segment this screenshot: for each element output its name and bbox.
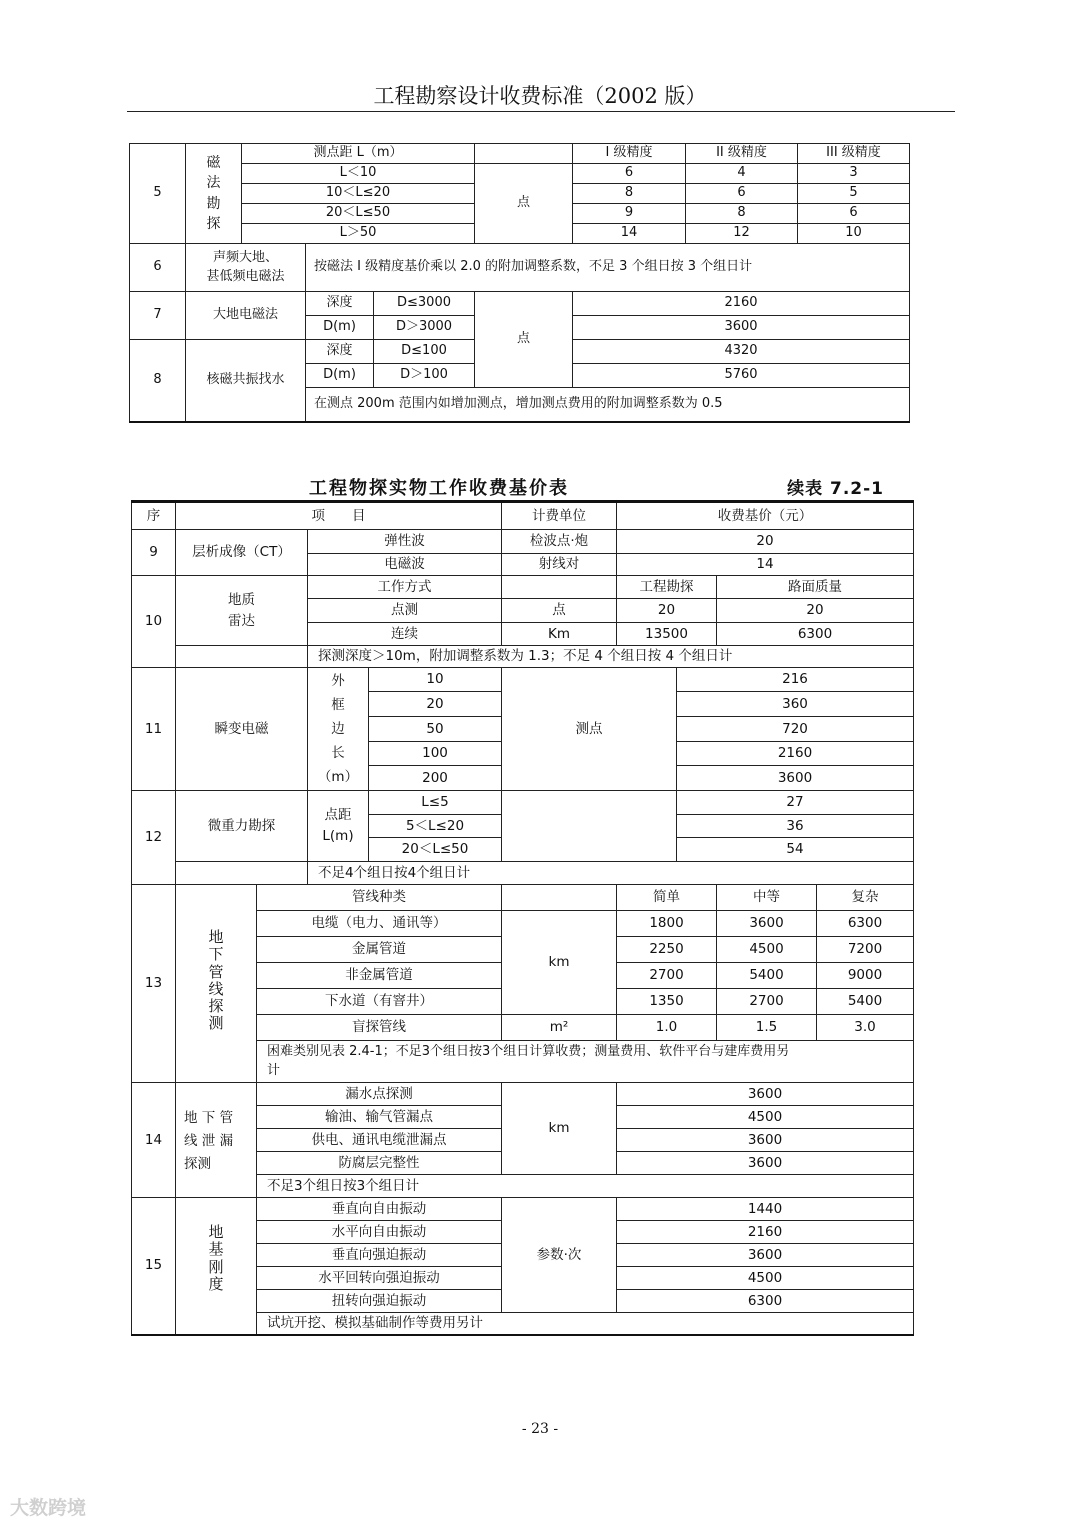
row5-v1: 14 bbox=[573, 224, 686, 244]
row13-sub: 金属管道 bbox=[257, 937, 502, 963]
row12-price: 36 bbox=[677, 815, 914, 838]
row11-len: 50 bbox=[369, 717, 502, 742]
row12-range: 5＜L≤20 bbox=[369, 815, 502, 838]
row11-len: 100 bbox=[369, 742, 502, 766]
row12-range: 20＜L≤50 bbox=[369, 838, 502, 862]
row10-no: 10 bbox=[132, 576, 176, 668]
row7-v1: 2160 bbox=[573, 292, 910, 316]
row12-no: 12 bbox=[132, 791, 176, 885]
row13-sub: 电缆（电力、通讯等） bbox=[257, 911, 502, 937]
row15-price: 3600 bbox=[617, 1244, 914, 1267]
row12-label-line1: 点距 bbox=[324, 807, 352, 824]
row7-no: 7 bbox=[130, 292, 186, 340]
row11-price: 720 bbox=[677, 717, 914, 742]
row8-v1: 4320 bbox=[573, 340, 910, 364]
row14-sub: 防腐层完整性 bbox=[257, 1152, 502, 1175]
grade1-header: I 级精度 bbox=[573, 144, 686, 164]
row11-unit: 测点 bbox=[502, 668, 677, 791]
row12-unit-blank bbox=[502, 791, 677, 862]
row5-v1: 8 bbox=[573, 184, 686, 204]
row14-name-line1: 地 下 管 bbox=[184, 1110, 234, 1126]
row13-sub: 非金属管道 bbox=[257, 963, 502, 989]
row8-no: 8 bbox=[130, 340, 186, 422]
row14-price: 3600 bbox=[617, 1129, 914, 1152]
row13-sub: 下水道（有窨井） bbox=[257, 989, 502, 1015]
row13-v3: 5400 bbox=[817, 989, 914, 1015]
row11-label-ch: 外 bbox=[331, 673, 345, 689]
row12-price: 54 bbox=[677, 838, 914, 862]
row9-no: 9 bbox=[132, 530, 176, 576]
row10-v2: 6300 bbox=[717, 623, 914, 646]
row12-name: 微重力勘探 bbox=[176, 791, 308, 862]
row7-method: 大地电磁法 bbox=[186, 292, 306, 340]
fee-table-part2 bbox=[131, 500, 914, 1336]
row10-c2-header: 路面质量 bbox=[717, 576, 914, 599]
row7-v2: 3600 bbox=[573, 316, 910, 340]
row12-note-spacer bbox=[176, 862, 308, 885]
row10-unit: Km bbox=[502, 623, 617, 646]
row6-note: 按磁法 I 级精度基价乘以 2.0 的附加调整系数，不足 3 个组日按 3 个组日计 bbox=[306, 244, 910, 292]
row5-v1: 6 bbox=[573, 164, 686, 184]
row15-sub: 水平向自由振动 bbox=[257, 1221, 502, 1244]
row13-v2: 5400 bbox=[717, 963, 817, 989]
grade3-header: III 级精度 bbox=[798, 144, 910, 164]
row5-v3: 5 bbox=[798, 184, 910, 204]
row13-unit: km bbox=[502, 911, 617, 1015]
row11-len: 200 bbox=[369, 766, 502, 791]
row13-sub: 盲探管线 bbox=[257, 1015, 502, 1041]
row13-name bbox=[176, 885, 257, 1083]
row13-v2: 3600 bbox=[717, 911, 817, 937]
row9-name: 层析成像（CT） bbox=[176, 530, 308, 576]
row7-d1: D≤3000 bbox=[374, 292, 475, 316]
row14-name bbox=[176, 1083, 257, 1198]
row13-v1: 2250 bbox=[617, 937, 717, 963]
row9-price: 14 bbox=[617, 554, 914, 576]
row13-c1-header: 简单 bbox=[617, 885, 717, 911]
row5-no: 5 bbox=[130, 144, 186, 244]
col-no-header: 序 bbox=[132, 502, 176, 530]
col-item-header: 项 目 bbox=[176, 502, 502, 530]
col-price-header: 收费基价（元） bbox=[617, 502, 914, 530]
row8-note: 在测点 200m 范围内如增加测点，增加测点费用的附加调整系数为 0.5 bbox=[306, 388, 910, 422]
row10-name bbox=[176, 576, 308, 646]
row10-note: 探测深度＞10m，附加调整系数为 1.3；不足 4 个组日按 4 个组日计 bbox=[308, 646, 914, 668]
table2-title: 工程物探实物工作收费基价表 bbox=[309, 478, 569, 499]
row8-depth-unit: D(m) bbox=[306, 364, 374, 388]
row10-sub: 点测 bbox=[308, 599, 502, 623]
row13-unit-head bbox=[502, 885, 617, 911]
row11-price: 360 bbox=[677, 692, 914, 717]
row11-no: 11 bbox=[132, 668, 176, 791]
row11-label-ch: 边 bbox=[331, 721, 345, 737]
row7-depth-label: 深度 bbox=[306, 292, 374, 316]
row15-name bbox=[176, 1198, 257, 1335]
row9-sub: 弹性波 bbox=[308, 530, 502, 554]
row13-v3: 7200 bbox=[817, 937, 914, 963]
row13-note-line2: 计 bbox=[267, 1062, 281, 1078]
row11-price: 2160 bbox=[677, 742, 914, 766]
row5-v2: 12 bbox=[686, 224, 798, 244]
row13-v1: 1350 bbox=[617, 989, 717, 1015]
row8-v2: 5760 bbox=[573, 364, 910, 388]
row11-label-ch: 框 bbox=[331, 697, 345, 713]
row11-label-ch: （m） bbox=[317, 769, 359, 785]
row11-label-ch: 长 bbox=[331, 745, 345, 761]
col-unit-header: 计费单位 bbox=[502, 502, 617, 530]
row8-d2: D＞100 bbox=[374, 364, 475, 388]
row6-method-line2: 甚低频电磁法 bbox=[206, 268, 285, 284]
row13-v1: 1.0 bbox=[617, 1015, 717, 1041]
page-number: - 23 - bbox=[521, 1421, 559, 1437]
row14-price: 3600 bbox=[617, 1152, 914, 1175]
row15-price: 4500 bbox=[617, 1267, 914, 1290]
row10-v1: 13500 bbox=[617, 623, 717, 646]
row15-price: 6300 bbox=[617, 1290, 914, 1313]
row14-sub: 漏水点探测 bbox=[257, 1083, 502, 1106]
row10-unit: 点 bbox=[502, 599, 617, 623]
row6-no: 6 bbox=[130, 244, 186, 292]
row7-8-unit: 点 bbox=[475, 292, 573, 388]
row14-name-line3: 探测 bbox=[184, 1156, 211, 1172]
row13-v2: 1.5 bbox=[717, 1015, 817, 1041]
row12-label-line2: L(m) bbox=[322, 828, 354, 844]
row11-name: 瞬变电磁 bbox=[176, 668, 308, 791]
row13-note-line1: 困难类别见表 2.4-1；不足3个组日按3个组日计算收费；测量费用、软件平台与建库费用另 bbox=[267, 1043, 790, 1059]
row10-unit-head bbox=[502, 576, 617, 599]
row12-range: L≤5 bbox=[369, 791, 502, 815]
page-header: 工程勘察设计收费标准（2002 版） bbox=[373, 84, 707, 108]
row5-unit-head bbox=[475, 144, 573, 164]
row5-method: 磁法勘探 bbox=[186, 144, 242, 244]
row6-method-line1: 声频大地、 bbox=[212, 250, 278, 266]
row5-spacing-label: 测点距 L（m） bbox=[242, 144, 475, 164]
row6-method bbox=[186, 244, 306, 292]
row13-c3-header: 复杂 bbox=[817, 885, 914, 911]
row15-sub: 水平回转向强迫振动 bbox=[257, 1267, 502, 1290]
row15-price: 1440 bbox=[617, 1198, 914, 1221]
row13-v2: 2700 bbox=[717, 989, 817, 1015]
row15-sub: 垂直向强迫振动 bbox=[257, 1244, 502, 1267]
row14-price: 4500 bbox=[617, 1106, 914, 1129]
row14-price: 3600 bbox=[617, 1083, 914, 1106]
row13-v3: 9000 bbox=[817, 963, 914, 989]
row15-unit: 参数·次 bbox=[502, 1198, 617, 1313]
row10-sub: 连续 bbox=[308, 623, 502, 646]
row10-name-line2: 雷达 bbox=[228, 612, 255, 629]
row15-sub: 扭转向强迫振动 bbox=[257, 1290, 502, 1313]
row10-mode-header: 工作方式 bbox=[308, 576, 502, 599]
row14-no: 14 bbox=[132, 1083, 176, 1198]
row14-name-line2: 线 泄 漏 bbox=[184, 1133, 234, 1149]
table2-title-bar bbox=[129, 474, 912, 498]
row11-len: 20 bbox=[369, 692, 502, 717]
row9-unit: 检波点·炮 bbox=[502, 530, 617, 554]
row14-sub: 输油、输气管漏点 bbox=[257, 1106, 502, 1129]
fee-table-part1 bbox=[129, 143, 910, 423]
row11-label bbox=[308, 668, 369, 791]
row5-v1: 9 bbox=[573, 204, 686, 224]
row12-price: 27 bbox=[677, 791, 914, 815]
row5-range: L＜10 bbox=[242, 164, 475, 184]
row10-c1-header: 工程勘探 bbox=[617, 576, 717, 599]
row10-name-line1: 地质 bbox=[228, 591, 255, 608]
row5-range: 10＜L≤20 bbox=[242, 184, 475, 204]
row15-price: 2160 bbox=[617, 1221, 914, 1244]
row14-unit: km bbox=[502, 1083, 617, 1175]
row13-name-vertical: 地下管线探测 bbox=[208, 928, 224, 1033]
row8-depth-label: 深度 bbox=[306, 340, 374, 364]
row9-sub: 电磁波 bbox=[308, 554, 502, 576]
row5-v2: 4 bbox=[686, 164, 798, 184]
row10-v2: 20 bbox=[717, 599, 914, 623]
row14-note: 不足3个组日按3个组日计 bbox=[257, 1175, 914, 1198]
row10-v1: 20 bbox=[617, 599, 717, 623]
row5-v3: 6 bbox=[798, 204, 910, 224]
row5-v2: 6 bbox=[686, 184, 798, 204]
row13-unit2: m² bbox=[502, 1015, 617, 1041]
row11-price: 216 bbox=[677, 668, 914, 692]
row13-type-header: 管线种类 bbox=[257, 885, 502, 911]
row15-sub: 垂直向自由振动 bbox=[257, 1198, 502, 1221]
row7-depth-unit: D(m) bbox=[306, 316, 374, 340]
row13-v3: 3.0 bbox=[817, 1015, 914, 1041]
row11-price: 3600 bbox=[677, 766, 914, 791]
row13-v2: 4500 bbox=[717, 937, 817, 963]
row12-label bbox=[308, 791, 369, 862]
row15-name-vertical: 地基刚度 bbox=[208, 1223, 224, 1293]
header-rule bbox=[127, 111, 955, 112]
row13-no: 13 bbox=[132, 885, 176, 1083]
row15-note: 试坑开挖、模拟基础制作等费用另计 bbox=[257, 1313, 914, 1335]
row10-note-spacer bbox=[176, 646, 308, 668]
row8-d1: D≤100 bbox=[374, 340, 475, 364]
row5-v2: 8 bbox=[686, 204, 798, 224]
row5-unit: 点 bbox=[475, 164, 573, 244]
row13-note bbox=[257, 1041, 914, 1083]
row13-v3: 6300 bbox=[817, 911, 914, 937]
watermark: 大数跨境 bbox=[10, 1497, 87, 1519]
table2-continued-label: 续表 7.2-1 bbox=[787, 479, 884, 499]
row14-sub: 供电、通讯电缆泄漏点 bbox=[257, 1129, 502, 1152]
row5-v3: 10 bbox=[798, 224, 910, 244]
row15-no: 15 bbox=[132, 1198, 176, 1335]
row5-v3: 3 bbox=[798, 164, 910, 184]
row13-v1: 1800 bbox=[617, 911, 717, 937]
row13-v1: 2700 bbox=[617, 963, 717, 989]
row9-unit: 射线对 bbox=[502, 554, 617, 576]
row8-method: 核磁共振找水 bbox=[186, 340, 306, 422]
row11-len: 10 bbox=[369, 668, 502, 692]
row7-d2: D＞3000 bbox=[374, 316, 475, 340]
grade2-header: II 级精度 bbox=[686, 144, 798, 164]
row13-c2-header: 中等 bbox=[717, 885, 817, 911]
row12-note: 不足4个组日按4个组日计 bbox=[308, 862, 914, 885]
row5-range: 20＜L≤50 bbox=[242, 204, 475, 224]
row5-range: L＞50 bbox=[242, 224, 475, 244]
row9-price: 20 bbox=[617, 530, 914, 554]
